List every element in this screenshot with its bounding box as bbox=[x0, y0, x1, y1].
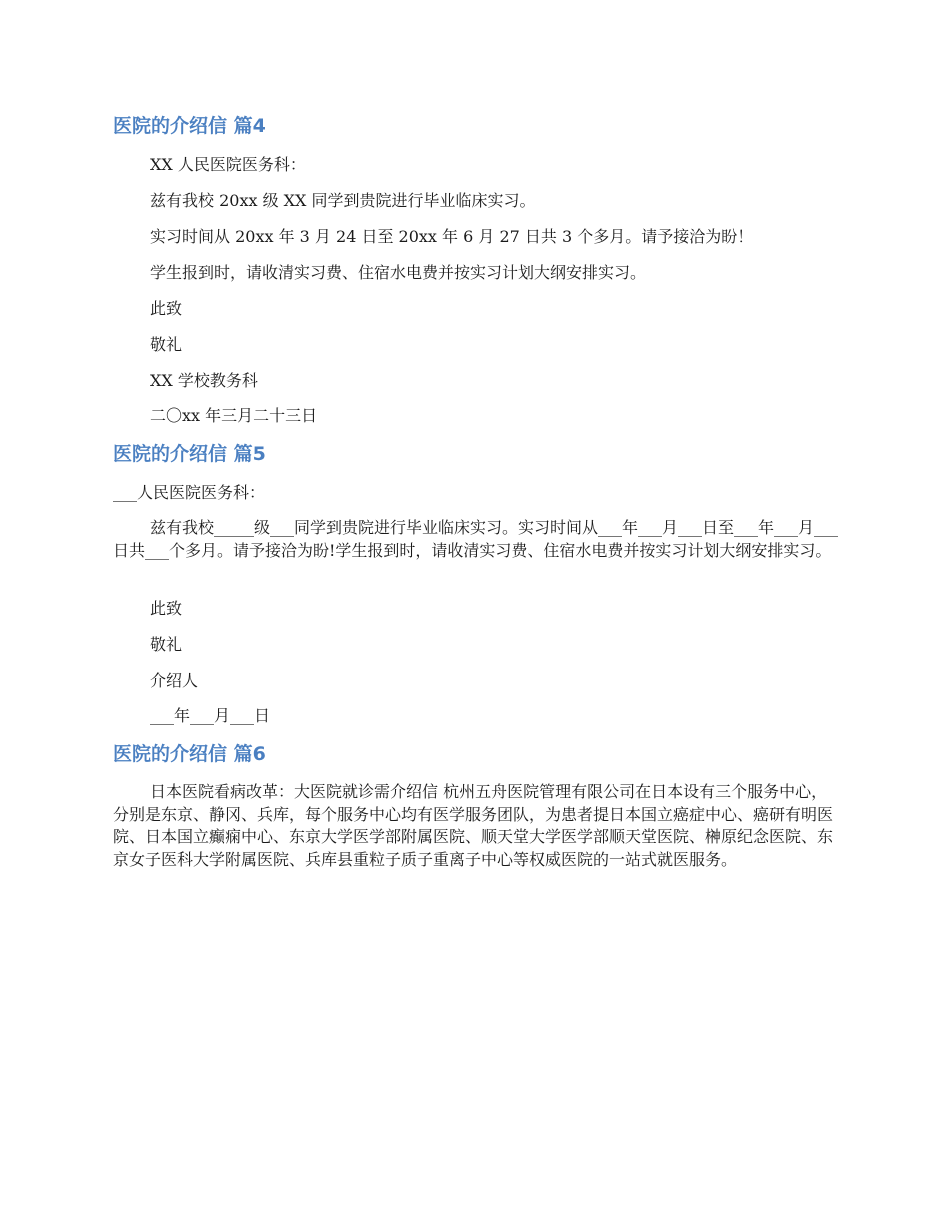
section-5-signer: 介绍人 bbox=[150, 671, 199, 690]
section-4-body-line: 兹有我校 20xx 级 XX 同学到贵院进行毕业临床实习。 bbox=[150, 191, 536, 210]
section-6-heading: 医院的介绍信 篇6 bbox=[113, 743, 266, 765]
section-6-body: 日本医院看病改革：大医院就诊需介绍信 杭州五舟医院管理有限公司在日本设有三个服务中心，分别是东京、静冈、兵库，每个服务中心均有医学服务团队，为患者提日本国立癌症中心、癌研有明医院、日本国立癫痫中心、东京大学医学部附属医院、顺天堂大学医学部顺天堂医院、榊原纪念医院、东京女子医科大学附属医院、兵库县重粒子质子重离子中心等权威医院的一站式就医服务。 bbox=[113, 782, 834, 869]
section-4-heading: 医院的介绍信 篇4 bbox=[113, 115, 266, 137]
section-5-heading: 医院的介绍信 篇5 bbox=[113, 443, 266, 465]
section-4-closing: 此致 bbox=[150, 299, 183, 318]
section-4-salutation: XX 人民医院医务科： bbox=[150, 155, 306, 174]
section-5-salutation: ___人民医院医务科： bbox=[113, 483, 266, 502]
section-5-closing: 此致 bbox=[150, 599, 183, 618]
section-4-signer: XX 学校教务科 bbox=[150, 371, 258, 390]
section-4-date: 二〇xx 年三月二十三日 bbox=[150, 406, 318, 425]
section-5-body: 兹有我校_____级___同学到贵院进行毕业临床实习。实习时间从___年___月___日至___年___月___日共___个多月。请予接洽为盼!学生报到时，请收清实习费、住宿水电费并按实习计划大纲安排实习。 bbox=[113, 518, 839, 560]
section-4-body-line: 实习时间从 20xx 年 3 月 24 日至 20xx 年 6 月 27 日共 3 个多月。请予接洽为盼！ bbox=[150, 227, 754, 246]
section-5-date: ___年___月___日 bbox=[150, 706, 271, 725]
section-5-closing: 敬礼 bbox=[150, 635, 183, 654]
section-4-body-line: 学生报到时，请收清实习费、住宿水电费并按实习计划大纲安排实习。 bbox=[150, 263, 647, 282]
section-4-closing: 敬礼 bbox=[150, 335, 183, 354]
